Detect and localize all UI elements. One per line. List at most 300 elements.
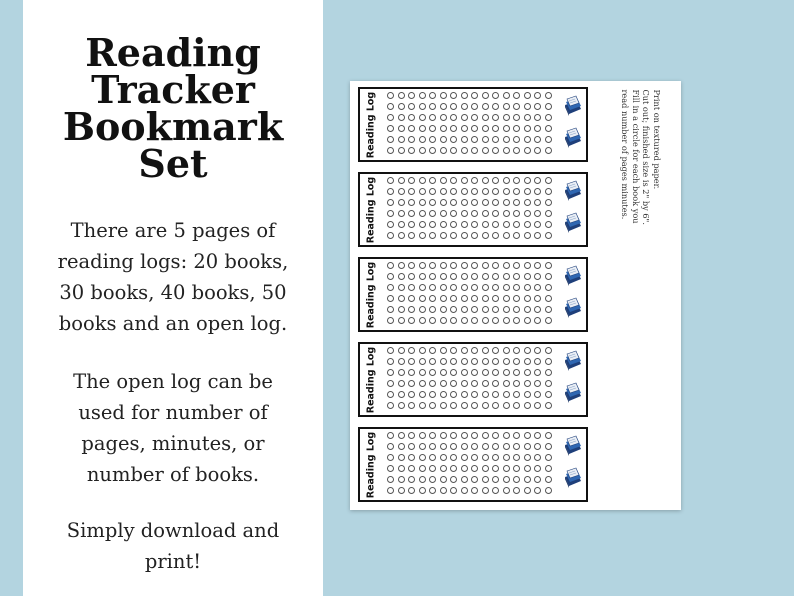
- tracker-circle[interactable]: [471, 487, 478, 494]
- tracker-circle[interactable]: [503, 487, 510, 494]
- tracker-circle[interactable]: [419, 391, 426, 398]
- tracker-circle[interactable]: [534, 147, 541, 154]
- tracker-circle[interactable]: [534, 92, 541, 99]
- tracker-circle[interactable]: [419, 177, 426, 184]
- tracker-circle[interactable]: [398, 443, 405, 450]
- tracker-circle[interactable]: [545, 443, 552, 450]
- tracker-circle[interactable]: [524, 262, 531, 269]
- tracker-circle[interactable]: [513, 147, 520, 154]
- tracker-circle[interactable]: [503, 136, 510, 143]
- tracker-circle[interactable]: [450, 210, 457, 217]
- tracker-circle[interactable]: [450, 295, 457, 302]
- tracker-circle[interactable]: [387, 465, 394, 472]
- tracker-circle[interactable]: [513, 317, 520, 324]
- tracker-circle[interactable]: [534, 114, 541, 121]
- tracker-circle[interactable]: [461, 210, 468, 217]
- tracker-circle[interactable]: [492, 476, 499, 483]
- tracker-circle[interactable]: [398, 432, 405, 439]
- tracker-circle[interactable]: [408, 391, 415, 398]
- tracker-circle[interactable]: [482, 380, 489, 387]
- tracker-circle[interactable]: [492, 114, 499, 121]
- tracker-circle[interactable]: [408, 432, 415, 439]
- tracker-circle[interactable]: [387, 358, 394, 365]
- tracker-circle[interactable]: [440, 317, 447, 324]
- tracker-circle[interactable]: [387, 210, 394, 217]
- tracker-circle[interactable]: [461, 232, 468, 239]
- tracker-circle[interactable]: [545, 487, 552, 494]
- tracker-circle[interactable]: [471, 347, 478, 354]
- tracker-circle[interactable]: [503, 369, 510, 376]
- tracker-circle[interactable]: [461, 114, 468, 121]
- tracker-circle[interactable]: [471, 402, 478, 409]
- tracker-circle[interactable]: [429, 402, 436, 409]
- tracker-circle[interactable]: [461, 476, 468, 483]
- tracker-circle[interactable]: [419, 232, 426, 239]
- tracker-circle[interactable]: [503, 103, 510, 110]
- tracker-circle[interactable]: [503, 273, 510, 280]
- tracker-circle[interactable]: [429, 188, 436, 195]
- tracker-circle[interactable]: [440, 295, 447, 302]
- tracker-circle[interactable]: [398, 210, 405, 217]
- tracker-circle[interactable]: [387, 147, 394, 154]
- tracker-circle[interactable]: [513, 136, 520, 143]
- tracker-circle[interactable]: [524, 306, 531, 313]
- tracker-circle[interactable]: [513, 402, 520, 409]
- tracker-circle[interactable]: [450, 347, 457, 354]
- tracker-circle[interactable]: [482, 347, 489, 354]
- tracker-circle[interactable]: [398, 295, 405, 302]
- tracker-circle[interactable]: [408, 347, 415, 354]
- tracker-circle[interactable]: [440, 188, 447, 195]
- tracker-circle[interactable]: [387, 221, 394, 228]
- tracker-circle[interactable]: [545, 295, 552, 302]
- tracker-circle[interactable]: [513, 92, 520, 99]
- tracker-circle[interactable]: [398, 262, 405, 269]
- tracker-circle[interactable]: [440, 443, 447, 450]
- tracker-circle[interactable]: [450, 147, 457, 154]
- tracker-circle[interactable]: [450, 443, 457, 450]
- tracker-circle[interactable]: [440, 147, 447, 154]
- tracker-circle[interactable]: [471, 391, 478, 398]
- tracker-circle[interactable]: [450, 465, 457, 472]
- tracker-circle[interactable]: [387, 114, 394, 121]
- tracker-circle[interactable]: [398, 476, 405, 483]
- tracker-circle[interactable]: [492, 136, 499, 143]
- tracker-circle[interactable]: [534, 487, 541, 494]
- tracker-circle[interactable]: [419, 454, 426, 461]
- tracker-circle[interactable]: [429, 232, 436, 239]
- tracker-circle[interactable]: [503, 432, 510, 439]
- tracker-circle[interactable]: [545, 369, 552, 376]
- tracker-circle[interactable]: [419, 402, 426, 409]
- tracker-circle[interactable]: [545, 147, 552, 154]
- tracker-circle[interactable]: [513, 380, 520, 387]
- tracker-circle[interactable]: [545, 391, 552, 398]
- tracker-circle[interactable]: [492, 262, 499, 269]
- tracker-circle[interactable]: [513, 199, 520, 206]
- tracker-circle[interactable]: [503, 402, 510, 409]
- tracker-circle[interactable]: [513, 262, 520, 269]
- tracker-circle[interactable]: [545, 188, 552, 195]
- tracker-circle[interactable]: [545, 177, 552, 184]
- tracker-circle[interactable]: [419, 92, 426, 99]
- tracker-circle[interactable]: [482, 114, 489, 121]
- tracker-circle[interactable]: [482, 443, 489, 450]
- tracker-circle[interactable]: [429, 147, 436, 154]
- tracker-circle[interactable]: [492, 125, 499, 132]
- tracker-circle[interactable]: [492, 295, 499, 302]
- tracker-circle[interactable]: [408, 454, 415, 461]
- tracker-circle[interactable]: [440, 476, 447, 483]
- tracker-circle[interactable]: [545, 262, 552, 269]
- tracker-circle[interactable]: [419, 210, 426, 217]
- tracker-circle[interactable]: [419, 284, 426, 291]
- tracker-circle[interactable]: [429, 221, 436, 228]
- tracker-circle[interactable]: [482, 221, 489, 228]
- tracker-circle[interactable]: [482, 465, 489, 472]
- tracker-circle[interactable]: [545, 210, 552, 217]
- tracker-circle[interactable]: [398, 317, 405, 324]
- tracker-circle[interactable]: [419, 347, 426, 354]
- tracker-circle[interactable]: [450, 432, 457, 439]
- tracker-circle[interactable]: [524, 221, 531, 228]
- tracker-circle[interactable]: [398, 199, 405, 206]
- tracker-circle[interactable]: [408, 402, 415, 409]
- tracker-circle[interactable]: [492, 232, 499, 239]
- tracker-circle[interactable]: [545, 454, 552, 461]
- tracker-circle[interactable]: [524, 103, 531, 110]
- tracker-circle[interactable]: [398, 125, 405, 132]
- tracker-circle[interactable]: [387, 284, 394, 291]
- tracker-circle[interactable]: [440, 210, 447, 217]
- tracker-circle[interactable]: [524, 432, 531, 439]
- tracker-circle[interactable]: [398, 391, 405, 398]
- tracker-circle[interactable]: [503, 262, 510, 269]
- tracker-circle[interactable]: [398, 369, 405, 376]
- tracker-circle[interactable]: [429, 465, 436, 472]
- tracker-circle[interactable]: [534, 262, 541, 269]
- tracker-circle[interactable]: [461, 295, 468, 302]
- tracker-circle[interactable]: [482, 92, 489, 99]
- tracker-circle[interactable]: [461, 358, 468, 365]
- tracker-circle[interactable]: [398, 273, 405, 280]
- tracker-circle[interactable]: [440, 347, 447, 354]
- tracker-circle[interactable]: [524, 402, 531, 409]
- tracker-circle[interactable]: [503, 358, 510, 365]
- tracker-circle[interactable]: [408, 465, 415, 472]
- tracker-circle[interactable]: [471, 92, 478, 99]
- tracker-circle[interactable]: [450, 262, 457, 269]
- tracker-circle[interactable]: [387, 92, 394, 99]
- tracker-circle[interactable]: [503, 221, 510, 228]
- tracker-circle[interactable]: [482, 284, 489, 291]
- tracker-circle[interactable]: [534, 369, 541, 376]
- tracker-circle[interactable]: [513, 284, 520, 291]
- tracker-circle[interactable]: [440, 487, 447, 494]
- tracker-circle[interactable]: [524, 199, 531, 206]
- tracker-circle[interactable]: [419, 103, 426, 110]
- tracker-circle[interactable]: [408, 221, 415, 228]
- tracker-circle[interactable]: [429, 284, 436, 291]
- tracker-circle[interactable]: [471, 103, 478, 110]
- tracker-circle[interactable]: [429, 295, 436, 302]
- tracker-circle[interactable]: [461, 306, 468, 313]
- tracker-circle[interactable]: [545, 199, 552, 206]
- tracker-circle[interactable]: [492, 210, 499, 217]
- tracker-circle[interactable]: [398, 347, 405, 354]
- tracker-circle[interactable]: [419, 199, 426, 206]
- tracker-circle[interactable]: [419, 262, 426, 269]
- tracker-circle[interactable]: [429, 454, 436, 461]
- tracker-circle[interactable]: [450, 476, 457, 483]
- tracker-circle[interactable]: [398, 114, 405, 121]
- tracker-circle[interactable]: [482, 369, 489, 376]
- tracker-circle[interactable]: [461, 177, 468, 184]
- tracker-circle[interactable]: [440, 402, 447, 409]
- tracker-circle[interactable]: [408, 358, 415, 365]
- tracker-circle[interactable]: [429, 262, 436, 269]
- tracker-circle[interactable]: [471, 432, 478, 439]
- tracker-circle[interactable]: [513, 454, 520, 461]
- tracker-circle[interactable]: [534, 103, 541, 110]
- tracker-circle[interactable]: [534, 317, 541, 324]
- tracker-circle[interactable]: [419, 443, 426, 450]
- tracker-circle[interactable]: [387, 262, 394, 269]
- tracker-circle[interactable]: [471, 358, 478, 365]
- tracker-circle[interactable]: [534, 295, 541, 302]
- tracker-circle[interactable]: [492, 221, 499, 228]
- tracker-circle[interactable]: [503, 177, 510, 184]
- tracker-circle[interactable]: [387, 380, 394, 387]
- tracker-circle[interactable]: [387, 103, 394, 110]
- tracker-circle[interactable]: [450, 358, 457, 365]
- tracker-circle[interactable]: [450, 103, 457, 110]
- tracker-circle[interactable]: [398, 188, 405, 195]
- tracker-circle[interactable]: [534, 432, 541, 439]
- tracker-circle[interactable]: [387, 402, 394, 409]
- tracker-circle[interactable]: [408, 125, 415, 132]
- tracker-circle[interactable]: [419, 306, 426, 313]
- tracker-circle[interactable]: [545, 306, 552, 313]
- tracker-circle[interactable]: [461, 465, 468, 472]
- tracker-circle[interactable]: [398, 306, 405, 313]
- tracker-circle[interactable]: [524, 443, 531, 450]
- tracker-circle[interactable]: [398, 454, 405, 461]
- tracker-circle[interactable]: [492, 177, 499, 184]
- tracker-circle[interactable]: [471, 306, 478, 313]
- tracker-circle[interactable]: [513, 432, 520, 439]
- tracker-circle[interactable]: [440, 391, 447, 398]
- tracker-circle[interactable]: [482, 188, 489, 195]
- tracker-circle[interactable]: [461, 347, 468, 354]
- tracker-circle[interactable]: [471, 199, 478, 206]
- tracker-circle[interactable]: [461, 188, 468, 195]
- tracker-circle[interactable]: [471, 295, 478, 302]
- tracker-circle[interactable]: [408, 443, 415, 450]
- tracker-circle[interactable]: [387, 273, 394, 280]
- tracker-circle[interactable]: [503, 210, 510, 217]
- tracker-circle[interactable]: [482, 306, 489, 313]
- tracker-circle[interactable]: [545, 465, 552, 472]
- tracker-circle[interactable]: [450, 487, 457, 494]
- tracker-circle[interactable]: [450, 454, 457, 461]
- tracker-circle[interactable]: [419, 295, 426, 302]
- tracker-circle[interactable]: [534, 443, 541, 450]
- tracker-circle[interactable]: [398, 103, 405, 110]
- tracker-circle[interactable]: [419, 136, 426, 143]
- tracker-circle[interactable]: [545, 380, 552, 387]
- tracker-circle[interactable]: [419, 476, 426, 483]
- tracker-circle[interactable]: [492, 199, 499, 206]
- tracker-circle[interactable]: [461, 273, 468, 280]
- tracker-circle[interactable]: [440, 369, 447, 376]
- tracker-circle[interactable]: [461, 199, 468, 206]
- tracker-circle[interactable]: [492, 317, 499, 324]
- tracker-circle[interactable]: [419, 114, 426, 121]
- tracker-circle[interactable]: [429, 125, 436, 132]
- tracker-circle[interactable]: [398, 487, 405, 494]
- tracker-circle[interactable]: [419, 125, 426, 132]
- tracker-circle[interactable]: [440, 284, 447, 291]
- tracker-circle[interactable]: [398, 147, 405, 154]
- tracker-circle[interactable]: [545, 284, 552, 291]
- tracker-circle[interactable]: [429, 358, 436, 365]
- tracker-circle[interactable]: [471, 273, 478, 280]
- tracker-circle[interactable]: [513, 295, 520, 302]
- tracker-circle[interactable]: [387, 487, 394, 494]
- tracker-circle[interactable]: [440, 103, 447, 110]
- tracker-circle[interactable]: [429, 92, 436, 99]
- tracker-circle[interactable]: [461, 125, 468, 132]
- tracker-circle[interactable]: [461, 443, 468, 450]
- tracker-circle[interactable]: [492, 454, 499, 461]
- tracker-circle[interactable]: [513, 443, 520, 450]
- tracker-circle[interactable]: [440, 454, 447, 461]
- tracker-circle[interactable]: [450, 177, 457, 184]
- tracker-circle[interactable]: [492, 347, 499, 354]
- tracker-circle[interactable]: [450, 136, 457, 143]
- tracker-circle[interactable]: [482, 317, 489, 324]
- tracker-circle[interactable]: [440, 380, 447, 387]
- tracker-circle[interactable]: [534, 284, 541, 291]
- tracker-circle[interactable]: [408, 295, 415, 302]
- tracker-circle[interactable]: [545, 347, 552, 354]
- tracker-circle[interactable]: [450, 273, 457, 280]
- tracker-circle[interactable]: [450, 284, 457, 291]
- tracker-circle[interactable]: [545, 432, 552, 439]
- tracker-circle[interactable]: [503, 284, 510, 291]
- tracker-circle[interactable]: [387, 232, 394, 239]
- tracker-circle[interactable]: [429, 380, 436, 387]
- tracker-circle[interactable]: [545, 114, 552, 121]
- tracker-circle[interactable]: [492, 284, 499, 291]
- tracker-circle[interactable]: [450, 402, 457, 409]
- tracker-circle[interactable]: [429, 273, 436, 280]
- tracker-circle[interactable]: [429, 487, 436, 494]
- tracker-circle[interactable]: [440, 125, 447, 132]
- tracker-circle[interactable]: [387, 188, 394, 195]
- tracker-circle[interactable]: [545, 125, 552, 132]
- tracker-circle[interactable]: [440, 358, 447, 365]
- tracker-circle[interactable]: [482, 295, 489, 302]
- tracker-circle[interactable]: [524, 188, 531, 195]
- tracker-circle[interactable]: [440, 262, 447, 269]
- tracker-circle[interactable]: [482, 358, 489, 365]
- tracker-circle[interactable]: [419, 221, 426, 228]
- tracker-circle[interactable]: [545, 273, 552, 280]
- tracker-circle[interactable]: [513, 487, 520, 494]
- tracker-circle[interactable]: [545, 221, 552, 228]
- tracker-circle[interactable]: [461, 221, 468, 228]
- tracker-circle[interactable]: [471, 221, 478, 228]
- tracker-circle[interactable]: [440, 306, 447, 313]
- tracker-circle[interactable]: [461, 454, 468, 461]
- tracker-circle[interactable]: [524, 454, 531, 461]
- tracker-circle[interactable]: [503, 465, 510, 472]
- tracker-circle[interactable]: [545, 358, 552, 365]
- tracker-circle[interactable]: [534, 221, 541, 228]
- tracker-circle[interactable]: [398, 284, 405, 291]
- tracker-circle[interactable]: [471, 476, 478, 483]
- tracker-circle[interactable]: [503, 347, 510, 354]
- tracker-circle[interactable]: [461, 369, 468, 376]
- tracker-circle[interactable]: [524, 273, 531, 280]
- tracker-circle[interactable]: [503, 92, 510, 99]
- tracker-circle[interactable]: [534, 465, 541, 472]
- tracker-circle[interactable]: [524, 147, 531, 154]
- tracker-circle[interactable]: [513, 273, 520, 280]
- tracker-circle[interactable]: [513, 358, 520, 365]
- tracker-circle[interactable]: [387, 136, 394, 143]
- tracker-circle[interactable]: [482, 232, 489, 239]
- tracker-circle[interactable]: [398, 221, 405, 228]
- tracker-circle[interactable]: [492, 358, 499, 365]
- tracker-circle[interactable]: [440, 221, 447, 228]
- tracker-circle[interactable]: [503, 188, 510, 195]
- tracker-circle[interactable]: [471, 114, 478, 121]
- tracker-circle[interactable]: [545, 103, 552, 110]
- tracker-circle[interactable]: [450, 306, 457, 313]
- tracker-circle[interactable]: [534, 306, 541, 313]
- tracker-circle[interactable]: [492, 402, 499, 409]
- tracker-circle[interactable]: [524, 114, 531, 121]
- tracker-circle[interactable]: [471, 380, 478, 387]
- tracker-circle[interactable]: [534, 199, 541, 206]
- tracker-circle[interactable]: [461, 147, 468, 154]
- tracker-circle[interactable]: [482, 199, 489, 206]
- tracker-circle[interactable]: [534, 476, 541, 483]
- tracker-circle[interactable]: [450, 317, 457, 324]
- tracker-circle[interactable]: [545, 476, 552, 483]
- tracker-circle[interactable]: [461, 136, 468, 143]
- tracker-circle[interactable]: [450, 188, 457, 195]
- tracker-circle[interactable]: [408, 380, 415, 387]
- tracker-circle[interactable]: [513, 125, 520, 132]
- tracker-circle[interactable]: [513, 177, 520, 184]
- tracker-circle[interactable]: [482, 487, 489, 494]
- tracker-circle[interactable]: [471, 284, 478, 291]
- tracker-circle[interactable]: [429, 114, 436, 121]
- tracker-circle[interactable]: [524, 177, 531, 184]
- tracker-circle[interactable]: [482, 402, 489, 409]
- tracker-circle[interactable]: [408, 177, 415, 184]
- tracker-circle[interactable]: [524, 136, 531, 143]
- tracker-circle[interactable]: [524, 125, 531, 132]
- tracker-circle[interactable]: [387, 454, 394, 461]
- tracker-circle[interactable]: [408, 114, 415, 121]
- tracker-circle[interactable]: [440, 432, 447, 439]
- tracker-circle[interactable]: [534, 125, 541, 132]
